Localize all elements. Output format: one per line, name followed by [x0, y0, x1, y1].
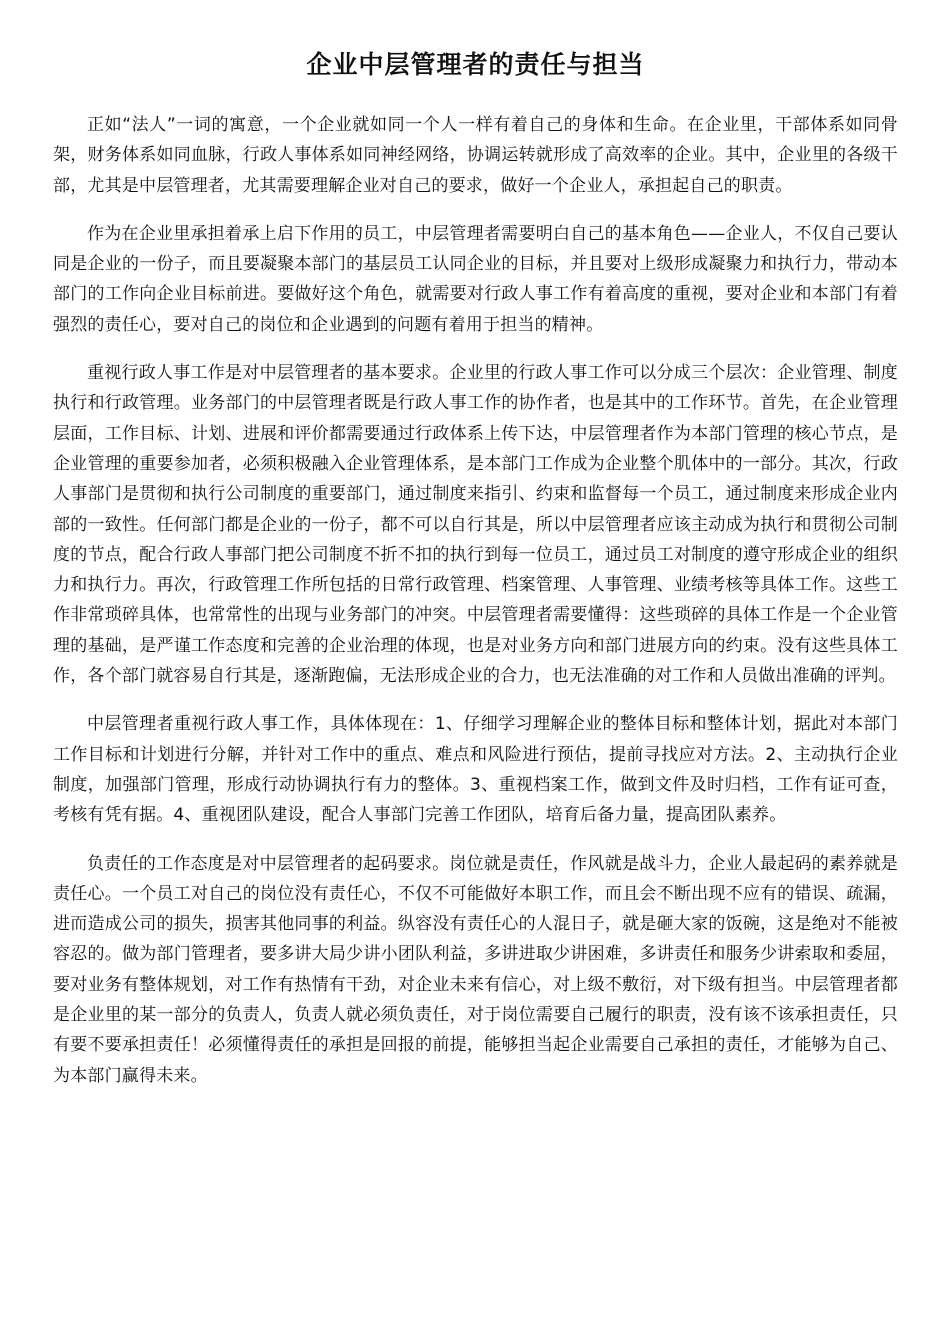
- paragraph-concrete-actions: 中层管理者重视行政人事工作，具体体现在：1、仔细学习理解企业的整体目标和整体计划，据此对本部门工作目标和计划进行分解，并针对工作中的重点、难点和风险进行预估，提前寻找应对方法。2、主动执行企业制度，加强部门管理，形成行动协调执行有力的整体。3、重视档案工作，做到文件及时归档，工作有证可查，考核有凭有据。4、重视团队建设，配合人事部门完善工作团队，培育后备力量，提高团队素养。: [53, 714, 898, 826]
- paragraph-admin-work: 重视行政人事工作是对中层管理者的基本要求。企业里的行政人事工作可以分成三个层次：企业管理、制度执行和行政管理。业务部门的中层管理者既是行政人事工作的协作者，也是其中的工作环节。首先，在企业管理层面，工作目标、计划、进展和评价都需要通过行政体系上传下达，中层管理者作为本部门管理的核心节点，是企业管理的重要参加者，必须积极融入企业管理体系，是本部门工作成为企业整个肌体中的一部分。其次，行政人事部门是贯彻和执行公司制度的重要部门，通过制度来指引、约束和监督每一个员工，通过制度来形成企业内部的一致性。任何部门都是企业的一份子，都不可以自行其是，所以中层管理者应该主动成为执行和贯彻公司制度的节点，配合行政人事部门把公司制度不折不扣的执行到每一位员工，通过员工对制度的遵守形成企业的组织力和执行力。再次，行政管理工作所包括的日常行政管理、档案管理、人事管理、业绩考核等具体工作。这些工作非常琐碎具体，也常常性的出现与业务部门的冲突。中层管理者需要懂得：这些琐碎的具体工作是一个企业管理的基础，是严谨工作态度和完善的企业治理的体现，也是对业务方向和部门进展方向的约束。没有这些具体工作，各个部门就容易自行其是，逐渐跑偏，无法形成企业的合力，也无法准确的对工作和人员做出准确的评判。: [53, 363, 898, 687]
- paragraph-intro: 正如“法人”一词的寓意，一个企业就如同一个人一样有着自己的身体和生命。在企业里，干部体系如同骨架，财务体系如同血脉，行政人事体系如同神经网络，协调运转就形成了高效率的企业。其中，企业里的各级干部，尤其是中层管理者，尤其需要理解企业对自己的要求，做好一个企业人，承担起自己的职责。: [53, 115, 898, 196]
- paragraph-responsibility: 负责任的工作态度是对中层管理者的起码要求。岗位就是责任，作风就是战斗力，企业人最起码的素养就是责任心。一个员工对自己的岗位没有责任心，不仅不可能做好本职工作，而且会不断出现不应有的错误、疏漏，进而造成公司的损失，损害其他同事的利益。纵容没有责任心的人混日子，就是砸大家的饭碗，这是绝对不能被容忍的。做为部门管理者，要多讲大局少讲小团队利益，多讲进取少讲困难，多讲责任和服务少讲索取和委屈，要对业务有整体规划，对工作有热情有干劲，对企业未来有信心，对上级不敷衍，对下级有担当。中层管理者都是企业里的某一部分的负责人，负责人就必须负责任，对于岗位需要自己履行的职责，没有该不该承担责任，只有要不要承担责任！必须懂得责任的承担是回报的前提，能够担当起企业需要自己承担的责任，才能够为自己、为本部门赢得未来。: [53, 853, 898, 1086]
- paragraph-role: 作为在企业里承担着承上启下作用的员工，中层管理者需要明白自己的基本角色——企业人，不仅自己要认同是企业的一份子，而且要凝聚本部门的基层员工认同企业的目标，并且要对上级形成凝聚力和执行力，带动本部门的工作向企业目标前进。要做好这个角色，就需要对行政人事工作有着高度的重视，要对企业和本部门有着强烈的责任心，要对自己的岗位和企业遇到的问题有着用于担当的精神。: [53, 223, 898, 335]
- document-title: 企业中层管理者的责任与担当: [306, 50, 645, 79]
